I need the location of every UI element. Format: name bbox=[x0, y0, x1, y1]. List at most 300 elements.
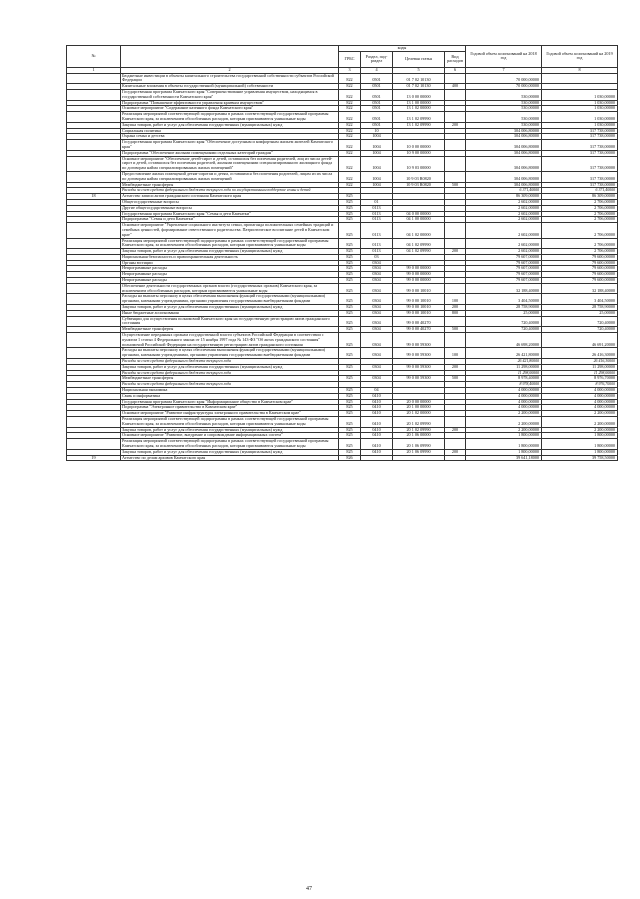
row-name: Непрограммные расходы bbox=[121, 278, 339, 284]
table-row bbox=[67, 89, 618, 100]
row-vr: 500 bbox=[445, 327, 466, 333]
row-amount-2018: 11 298,00000 bbox=[466, 370, 542, 376]
row-razdel: 10 bbox=[361, 128, 393, 134]
index-cell: 4 bbox=[361, 67, 393, 73]
row-razdel: 0501 bbox=[361, 122, 393, 128]
row-csr: 13 1 02 09990 bbox=[393, 112, 445, 123]
header-razdel: Раздел, под-раздел bbox=[361, 51, 393, 67]
row-razdel: 0304 bbox=[361, 364, 393, 370]
row-amount-2019: 28 758,90000 bbox=[542, 305, 618, 311]
row-name: Реализация мероприятий соответствующей подпрограммы в рамках соответствующей государственной программы Камчатского края, за исключением обособленных расходов, которым присваиваются уникальные коды bbox=[121, 417, 339, 428]
row-name: Предоставление жилых помещений детям-сиротам и детям, оставшимся без попечения родителей, лицам из их числа по договорам найма специализированных жилых помещений bbox=[121, 171, 339, 182]
row-razdel: 0304 bbox=[361, 310, 393, 316]
row-razdel: 0304 bbox=[361, 260, 393, 266]
header-csr: Целевая статья bbox=[393, 51, 445, 67]
row-grbs: 825 bbox=[339, 205, 361, 211]
row-amount-2019: 25,00000 bbox=[542, 310, 618, 316]
row-razdel: 0410 bbox=[361, 393, 393, 399]
row-amount-2019: 79 600,00000 bbox=[542, 278, 618, 284]
row-name: Непрограммные расходы bbox=[121, 272, 339, 278]
row-amount-2018: 70 000,00000 bbox=[466, 73, 542, 84]
header-2019: Годовой объем ассигнований на 2019 год bbox=[542, 46, 618, 68]
row-number bbox=[67, 171, 121, 182]
index-cell: 2 bbox=[121, 67, 339, 73]
row-amount-2018: 304 006,80000 bbox=[466, 150, 542, 156]
row-amount-2019: 1 030,00000 bbox=[542, 100, 618, 106]
row-csr: 99 0 00 59300 bbox=[393, 364, 445, 370]
row-razdel: 0304 bbox=[361, 305, 393, 311]
row-grbs: 825 bbox=[339, 417, 361, 428]
row-grbs: 825 bbox=[339, 266, 361, 272]
row-amount-2018: 530,00000 bbox=[466, 106, 542, 112]
row-name: Общегосударственные вопросы bbox=[121, 199, 339, 205]
row-name: Органы юстиции bbox=[121, 260, 339, 266]
row-amount-2018: 2 602,00000 bbox=[466, 217, 542, 223]
row-amount-2018: 79 607,00000 bbox=[466, 278, 542, 284]
row-razdel: 1004 bbox=[361, 171, 393, 182]
row-amount-2018: 70 000,00000 bbox=[466, 84, 542, 90]
row-razdel: 0410 bbox=[361, 405, 393, 411]
row-amount-2019: 2 706,00000 bbox=[542, 249, 618, 255]
row-name: Основное мероприятие "Развитие, внедрение и сопровождение информационных систем" bbox=[121, 433, 339, 439]
row-amount-2019: 86 309,00000 bbox=[542, 194, 618, 200]
row-grbs: 825 bbox=[339, 348, 361, 359]
row-grbs: 822 bbox=[339, 128, 361, 134]
row-vr: 100 bbox=[445, 294, 466, 305]
row-amount-2019: 317 738,00000 bbox=[542, 134, 618, 140]
row-grbs: 825 bbox=[339, 364, 361, 370]
row-amount-2019: 720,40000 bbox=[542, 327, 618, 333]
row-amount-2018: 304 006,80000 bbox=[466, 134, 542, 140]
row-amount-2019: 3 404,50000 bbox=[542, 294, 618, 305]
row-number bbox=[67, 283, 121, 294]
header-2018: Годовой объем ассигнований на 2018 год bbox=[466, 46, 542, 68]
row-amount-2019: 720,40000 bbox=[542, 316, 618, 327]
row-grbs: 825 bbox=[339, 278, 361, 284]
row-amount-2019: 1 030,00000 bbox=[542, 112, 618, 123]
row-grbs: 825 bbox=[339, 399, 361, 405]
row-amount-2018: 304 006,80000 bbox=[466, 128, 542, 134]
row-csr: 99 0 00 40270 bbox=[393, 327, 445, 333]
table-row bbox=[67, 348, 618, 359]
row-amount-2019: 2 706,00000 bbox=[542, 205, 618, 211]
row-name: Бюджетные инвестиции в объекты капитального строительства государственной собственности субъектов Российской Федерации bbox=[121, 73, 339, 84]
row-amount-2019: 79 600,00000 bbox=[542, 272, 618, 278]
row-name: Национальная безопасность и правоохранительная деятельность bbox=[121, 254, 339, 260]
row-csr: 04 0 00 00000 bbox=[393, 211, 445, 217]
row-amount-2018: 4 000,00000 bbox=[466, 405, 542, 411]
row-amount-2019: 8 976,70000 bbox=[542, 376, 618, 382]
row-razdel: 0304 bbox=[361, 294, 393, 305]
row-amount-2019: 26 416,30000 bbox=[542, 348, 618, 359]
row-razdel: 1004 bbox=[361, 156, 393, 171]
row-amount-2018: 4 000,00000 bbox=[466, 388, 542, 394]
row-csr: 04 1 02 09990 bbox=[393, 238, 445, 249]
table-row bbox=[67, 294, 618, 305]
row-vr: 500 bbox=[445, 182, 466, 188]
row-csr: 99 0 00 00000 bbox=[393, 278, 445, 284]
row-name: Расходы за счет средств федерального бюджета текущего года bbox=[121, 359, 339, 365]
row-amount-2018: 2 602,00000 bbox=[466, 238, 542, 249]
row-amount-2019: 4 000,00000 bbox=[542, 393, 618, 399]
row-amount-2019: 4 000,00000 bbox=[542, 388, 618, 394]
row-name: Расходы за счет средств федерального бюджета текущего года bbox=[121, 382, 339, 388]
row-csr: 20 1 02 09990 bbox=[393, 417, 445, 428]
row-amount-2019: 2 706,00000 bbox=[542, 199, 618, 205]
row-amount-2018: 530,00000 bbox=[466, 100, 542, 106]
row-csr: 04 1 02 00000 bbox=[393, 223, 445, 238]
row-razdel: 0410 bbox=[361, 427, 393, 433]
row-razdel: 0410 bbox=[361, 449, 393, 455]
row-csr: 13 1 00 00000 bbox=[393, 100, 445, 106]
row-number bbox=[67, 294, 121, 305]
row-csr: 99 0 00 10010 bbox=[393, 294, 445, 305]
row-amount-2018: 11 298,00000 bbox=[466, 364, 542, 370]
row-vr bbox=[445, 283, 466, 294]
row-name: Государственная программа Камчатского края "Семья и дети Камчатки" bbox=[121, 211, 339, 217]
row-amount-2018: 2 602,00000 bbox=[466, 249, 542, 255]
header-grbs: ГРБС bbox=[339, 51, 361, 67]
row-amount-2018: 530,00000 bbox=[466, 89, 542, 100]
row-razdel: 01 bbox=[361, 199, 393, 205]
row-grbs: 825 bbox=[339, 223, 361, 238]
row-razdel: 0304 bbox=[361, 316, 393, 327]
row-number bbox=[67, 316, 121, 327]
row-amount-2018: 86 309,00000 bbox=[466, 194, 542, 200]
row-vr bbox=[445, 455, 466, 461]
index-cell: 7 bbox=[466, 67, 542, 73]
row-vr bbox=[445, 140, 466, 151]
row-number bbox=[67, 112, 121, 123]
table-row bbox=[67, 439, 618, 450]
table-row bbox=[67, 316, 618, 327]
row-amount-2019: 39 758,50000 bbox=[542, 455, 618, 461]
row-amount-2018: 2 602,00000 bbox=[466, 205, 542, 211]
row-amount-2018: 530,00000 bbox=[466, 112, 542, 123]
row-razdel: 0304 bbox=[361, 266, 393, 272]
row-amount-2018: 1 800,00000 bbox=[466, 449, 542, 455]
row-amount-2019: 1 800,00000 bbox=[542, 439, 618, 450]
row-amount-2018: 2 200,00000 bbox=[466, 427, 542, 433]
row-razdel: 0501 bbox=[361, 106, 393, 112]
row-vr: 200 bbox=[445, 249, 466, 255]
row-grbs: 825 bbox=[339, 272, 361, 278]
row-name: Обеспечение деятельности государственных органов власти (государственных органов) Камчатского края, за исключением обособленных расходов, которым присваиваются уникальные коды bbox=[121, 283, 339, 294]
row-vr bbox=[445, 73, 466, 84]
row-name: Другие общегосударственные вопросы bbox=[121, 205, 339, 211]
row-number bbox=[67, 333, 121, 348]
row-razdel: 1004 bbox=[361, 134, 393, 140]
row-number bbox=[67, 348, 121, 359]
row-name: Подпрограмма "Обеспечение жилыми помещениями отдельных категорий граждан" bbox=[121, 150, 339, 156]
row-razdel: 0304 bbox=[361, 333, 393, 348]
row-csr: 20 1 02 00000 bbox=[393, 411, 445, 417]
row-vr bbox=[445, 223, 466, 238]
row-grbs: 825 bbox=[339, 439, 361, 450]
row-number bbox=[67, 417, 121, 428]
row-number: 19 bbox=[67, 455, 121, 461]
row-csr: 99 0 00 59300 bbox=[393, 376, 445, 382]
row-csr: 99 0 00 40270 bbox=[393, 316, 445, 327]
row-grbs: 822 bbox=[339, 100, 361, 106]
row-grbs: 825 bbox=[339, 249, 361, 255]
row-csr bbox=[393, 455, 445, 461]
row-razdel: 04 bbox=[361, 388, 393, 394]
row-grbs: 822 bbox=[339, 182, 361, 188]
row-csr: 10 0 00 00000 bbox=[393, 140, 445, 151]
row-amount-2018: 4 000,00000 bbox=[466, 399, 542, 405]
row-vr bbox=[445, 439, 466, 450]
row-name: Основное мероприятие "Развитие инфраструктуры электронного правительства в Камчатском крае" bbox=[121, 411, 339, 417]
row-amount-2018: 304 006,80000 bbox=[466, 156, 542, 171]
row-vr: 800 bbox=[445, 310, 466, 316]
table-header bbox=[67, 46, 618, 74]
row-csr: 99 0 00 10010 bbox=[393, 283, 445, 294]
row-grbs: 825 bbox=[339, 305, 361, 311]
row-razdel: 0410 bbox=[361, 411, 393, 417]
row-csr: 20 1 00 00000 bbox=[393, 405, 445, 411]
row-number bbox=[67, 439, 121, 450]
row-razdel: 0304 bbox=[361, 327, 393, 333]
row-razdel: 0501 bbox=[361, 100, 393, 106]
row-amount-2019: 317 738,00000 bbox=[542, 156, 618, 171]
row-grbs: 825 bbox=[339, 238, 361, 249]
row-grbs: 825 bbox=[339, 427, 361, 433]
row-razdel: 0113 bbox=[361, 249, 393, 255]
row-amount-2019: 2 706,00000 bbox=[542, 238, 618, 249]
row-csr: 01 7 02 10130 bbox=[393, 73, 445, 84]
row-name: Закупка товаров, работ и услуг для обеспечения государственных (муниципальных) нужд bbox=[121, 249, 339, 255]
row-csr: 20 1 06 09990 bbox=[393, 439, 445, 450]
row-amount-2018: 46 698,20000 bbox=[466, 333, 542, 348]
row-name: Закупка товаров, работ и услуг для обеспечения государственных (муниципальных) нужд bbox=[121, 305, 339, 311]
row-grbs: 822 bbox=[339, 140, 361, 151]
row-amount-2018: 1 800,00000 bbox=[466, 433, 542, 439]
row-name: Межбюджетные трансферты bbox=[121, 182, 339, 188]
row-grbs: 822 bbox=[339, 122, 361, 128]
row-csr: 99 0 00 00000 bbox=[393, 266, 445, 272]
row-razdel: 0501 bbox=[361, 89, 393, 100]
row-razdel: 0501 bbox=[361, 112, 393, 123]
row-name: Непрограммные расходы bbox=[121, 266, 339, 272]
row-name: Закупка товаров, работ и услуг для обеспечения государственных (муниципальных) нужд bbox=[121, 122, 339, 128]
row-number bbox=[67, 156, 121, 171]
row-grbs: 825 bbox=[339, 316, 361, 327]
row-amount-2018: 530,00000 bbox=[466, 122, 542, 128]
row-csr: 10 9 00 00000 bbox=[393, 150, 445, 156]
table-row bbox=[67, 112, 618, 123]
row-razdel: 1004 bbox=[361, 150, 393, 156]
header-codes: коды bbox=[339, 46, 466, 52]
row-grbs: 825 bbox=[339, 449, 361, 455]
row-grbs: 825 bbox=[339, 254, 361, 260]
row-grbs: 825 bbox=[339, 433, 361, 439]
row-amount-2019: 317 738,00000 bbox=[542, 171, 618, 182]
table-body bbox=[67, 73, 618, 461]
table-row bbox=[67, 171, 618, 182]
row-name: Охрана семьи и детства bbox=[121, 134, 339, 140]
row-razdel: 0501 bbox=[361, 73, 393, 84]
row-razdel: 0410 bbox=[361, 433, 393, 439]
row-csr: 04 1 00 00000 bbox=[393, 217, 445, 223]
row-vr bbox=[445, 171, 466, 182]
row-csr: 20 1 06 09990 bbox=[393, 449, 445, 455]
row-amount-2019: 2 200,00000 bbox=[542, 427, 618, 433]
row-number: 18 bbox=[67, 194, 121, 200]
table-row bbox=[67, 455, 618, 461]
row-razdel: 0410 bbox=[361, 399, 393, 405]
row-grbs: 825 bbox=[339, 199, 361, 205]
row-amount-2019: 1 800,00000 bbox=[542, 449, 618, 455]
row-amount-2018: 304 006,80000 bbox=[466, 171, 542, 182]
row-amount-2019: 4 000,00000 bbox=[542, 405, 618, 411]
budget-table-sheet bbox=[66, 45, 617, 461]
page-number: 47 bbox=[306, 886, 312, 892]
row-name: Межбюджетные трансферты bbox=[121, 376, 339, 382]
row-csr: 20 0 00 00000 bbox=[393, 399, 445, 405]
row-amount-2018: 304 006,80000 bbox=[466, 182, 542, 188]
row-vr: 500 bbox=[445, 376, 466, 382]
row-csr: 13 1 02 09990 bbox=[393, 122, 445, 128]
row-amount-2018: 26 421,80000 bbox=[466, 359, 542, 365]
row-grbs: 822 bbox=[339, 150, 361, 156]
row-name: Агентство записи актов гражданского состояния Камчатского края bbox=[121, 194, 339, 200]
row-razdel: 1004 bbox=[361, 140, 393, 151]
row-vr bbox=[445, 156, 466, 171]
header-vr: Вид расходов bbox=[445, 51, 466, 67]
row-amount-2019: 4 000,00000 bbox=[542, 399, 618, 405]
row-razdel: 0113 bbox=[361, 223, 393, 238]
row-amount-2018: 6 371,40000 bbox=[466, 188, 542, 194]
row-amount-2019: 317 738,00000 bbox=[542, 128, 618, 134]
row-vr bbox=[445, 112, 466, 123]
row-amount-2019: 2 706,00000 bbox=[542, 217, 618, 223]
row-amount-2018: 8 978,40000 bbox=[466, 376, 542, 382]
row-razdel: 0113 bbox=[361, 211, 393, 217]
row-grbs: 822 bbox=[339, 171, 361, 182]
row-name: Капитальные вложения в объекты государственной (муниципальной) собственности bbox=[121, 84, 339, 90]
row-grbs: 822 bbox=[339, 73, 361, 84]
row-amount-2018: 304 006,80000 bbox=[466, 140, 542, 151]
table-row bbox=[67, 238, 618, 249]
row-name: Закупка товаров, работ и услуг для обеспечения государственных (муниципальных) нужд bbox=[121, 449, 339, 455]
row-razdel: 03 bbox=[361, 254, 393, 260]
row-vr bbox=[445, 316, 466, 327]
row-name: Закупка товаров, работ и услуг для обеспечения государственных (муниципальных) нужд bbox=[121, 427, 339, 433]
row-amount-2018: 2 200,00000 bbox=[466, 417, 542, 428]
header-num: № bbox=[67, 46, 121, 68]
row-csr: 13 1 02 00000 bbox=[393, 106, 445, 112]
row-grbs: 825 bbox=[339, 376, 361, 382]
row-amount-2019: 2 200,00000 bbox=[542, 417, 618, 428]
row-vr: 400 bbox=[445, 84, 466, 90]
row-razdel bbox=[361, 455, 393, 461]
row-name: Подпрограмма "Повышение эффективности управления краевым имуществом" bbox=[121, 100, 339, 106]
row-vr: 200 bbox=[445, 449, 466, 455]
row-razdel: 0304 bbox=[361, 376, 393, 382]
row-amount-2018: 79 607,00000 bbox=[466, 272, 542, 278]
row-amount-2018: 2 602,00000 bbox=[466, 199, 542, 205]
row-razdel: 0304 bbox=[361, 278, 393, 284]
row-csr: 01 7 02 10130 bbox=[393, 84, 445, 90]
row-amount-2019 bbox=[542, 73, 618, 84]
row-amount-2018: 2 602,00000 bbox=[466, 223, 542, 238]
row-csr: 99 0 00 00000 bbox=[393, 272, 445, 278]
row-name: Осуществление переданных органам государственной власти субъектов Российской Федерации в соответствии с пунктом 1 статьи 4 Федерального закона от 15 ноября 1997 года № 143-ФЗ "Об актах гражданского состояния" полномочий Российской Федерации на государственную регистрацию актов гражданского состояния bbox=[121, 333, 339, 348]
row-grbs: 825 bbox=[339, 405, 361, 411]
row-number bbox=[67, 89, 121, 100]
row-amount-2019: 79 600,00000 bbox=[542, 260, 618, 266]
index-cell: 5 bbox=[393, 67, 445, 73]
row-grbs: 825 bbox=[339, 260, 361, 266]
row-name: Подпрограмма "Семья и дети Камчатки" bbox=[121, 217, 339, 223]
row-razdel: 0113 bbox=[361, 205, 393, 211]
row-grbs: 825 bbox=[339, 333, 361, 348]
row-amount-2018: 28 758,90000 bbox=[466, 305, 542, 311]
row-number bbox=[67, 223, 121, 238]
row-amount-2019: 11 298,00000 bbox=[542, 370, 618, 376]
row-name: Расходы за счет средств федерального бюджета текущего года bbox=[121, 370, 339, 376]
row-amount-2018: 720,40000 bbox=[466, 316, 542, 327]
row-amount-2018: 2 200,00000 bbox=[466, 411, 542, 417]
row-amount-2018: 25,00000 bbox=[466, 310, 542, 316]
table-row bbox=[67, 223, 618, 238]
row-grbs: 822 bbox=[339, 134, 361, 140]
index-cell: 8 bbox=[542, 67, 618, 73]
row-grbs: 825 bbox=[339, 283, 361, 294]
row-amount-2018: 32 188,40000 bbox=[466, 283, 542, 294]
row-amount-2018: 79 607,00000 bbox=[466, 266, 542, 272]
row-amount-2018: 3 404,50000 bbox=[466, 294, 542, 305]
row-csr: 10 9 03 R0820 bbox=[393, 171, 445, 182]
row-grbs: 825 bbox=[339, 327, 361, 333]
row-amount-2019: 317 738,00000 bbox=[542, 150, 618, 156]
row-vr: 200 bbox=[445, 427, 466, 433]
index-cell: 6 bbox=[445, 67, 466, 73]
row-name: Государственная программа Камчатского края "Обеспечение доступным и комфортным жильем жителей Камчатского края" bbox=[121, 140, 339, 151]
row-amount-2018: 39 641,18000 bbox=[466, 455, 542, 461]
row-amount-2018: 4 000,00000 bbox=[466, 393, 542, 399]
row-amount-2019: 26 416,30000 bbox=[542, 359, 618, 365]
row-name: Реализация мероприятий соответствующей подпрограммы в рамках соответствующей государственной программы Камчатского края, за исключением обособленных расходов, которым присваиваются уникальные коды bbox=[121, 439, 339, 450]
row-amount-2019: 2 200,00000 bbox=[542, 411, 618, 417]
row-csr: 20 1 06 00000 bbox=[393, 433, 445, 439]
row-vr: 100 bbox=[445, 348, 466, 359]
row-name: Социальная политика bbox=[121, 128, 339, 134]
row-amount-2019: 1 030,00000 bbox=[542, 89, 618, 100]
row-razdel: 0113 bbox=[361, 217, 393, 223]
row-vr bbox=[445, 417, 466, 428]
row-amount-2019: 32 188,40000 bbox=[542, 283, 618, 294]
row-grbs: 825 bbox=[339, 310, 361, 316]
row-csr: 10 9 03 00000 bbox=[393, 156, 445, 171]
header-name: Наименование bbox=[121, 46, 339, 68]
row-name: Основное мероприятие "Обеспечение детей-сирот и детей, оставшихся без попечения родителей, лиц из числа детей-сирот и детей, оставшихся без попечения родителей, жилыми помещениями специализированного жилищного фонда по договорам найма специализированных жилых помещений" bbox=[121, 156, 339, 171]
index-cell: 1 bbox=[67, 67, 121, 73]
row-name: Связь и информатика bbox=[121, 393, 339, 399]
row-razdel: 0501 bbox=[361, 84, 393, 90]
row-name: Подпрограмма "Электронное правительство в Камчатском крае" bbox=[121, 405, 339, 411]
row-amount-2018: 1 800,00000 bbox=[466, 439, 542, 450]
row-grbs: 826 bbox=[339, 455, 361, 461]
table-row bbox=[67, 333, 618, 348]
row-amount-2019: 11 298,00000 bbox=[542, 364, 618, 370]
row-amount-2019: 79 600,00000 bbox=[542, 266, 618, 272]
row-grbs: 825 bbox=[339, 411, 361, 417]
row-name: Национальная экономика bbox=[121, 388, 339, 394]
row-number bbox=[67, 73, 121, 84]
row-amount-2019: 79 600,00000 bbox=[542, 254, 618, 260]
